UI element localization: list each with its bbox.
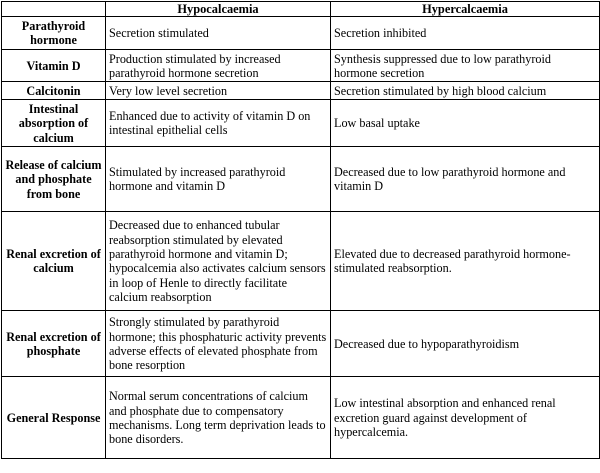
table-header-row <box>2 2 600 17</box>
hypo-cell: Strongly stimulated by parathyroid hormone; this phosphaturic activity prevents adverse effects of elevated phosphate from bone resorption <box>106 311 331 377</box>
row-label: Parathyroid hormone <box>2 17 106 50</box>
row-label: Renal excretion of calcium <box>2 212 106 311</box>
row-label: General Response <box>2 377 106 459</box>
hyper-cell: Elevated due to decreased parathyroid hormone-stimulated reabsorption. <box>331 212 600 311</box>
row-label: Intestinal absorption of calcium <box>2 100 106 147</box>
header-empty-cell <box>2 2 106 17</box>
table-row <box>2 311 600 377</box>
table-row <box>2 17 600 50</box>
hyper-cell: Synthesis suppressed due to low parathyroid hormone secretion <box>331 50 600 82</box>
hypo-cell: Normal serum concentrations of calcium and phosphate due to compensatory mechanisms. Long term deprivation leads to bone disorders. <box>106 377 331 459</box>
row-label: Calcitonin <box>2 82 106 100</box>
row-label: Release of calcium and phosphate from bone <box>2 147 106 212</box>
hypo-cell: Decreased due to enhanced tubular reabsorption stimulated by elevated parathyroid hormone and vitamin D; hypocalcemia also activates calcium sensors in loop of Henle to directly facilitate calcium reabsorption <box>106 212 331 311</box>
table-row <box>2 212 600 311</box>
hyper-cell: Low basal uptake <box>331 100 600 147</box>
hypo-cell: Stimulated by increased parathyroid hormone and vitamin D <box>106 147 331 212</box>
hypo-cell: Production stimulated by increased parathyroid hormone secretion <box>106 50 331 82</box>
hyper-cell: Secretion inhibited <box>331 17 600 50</box>
header-hypocalcaemia: Hypocalcaemia <box>106 2 331 17</box>
hypo-cell: Enhanced due to activity of vitamin D on intestinal epithelial cells <box>106 100 331 147</box>
hyper-cell: Secretion stimulated by high blood calcium <box>331 82 600 100</box>
table-row <box>2 100 600 147</box>
table-row <box>2 82 600 100</box>
row-label: Renal excretion of phosphate <box>2 311 106 377</box>
hyper-cell: Low intestinal absorption and enhanced renal excretion guard against development of hypercalcemia. <box>331 377 600 459</box>
hyper-cell: Decreased due to hypoparathyroidism <box>331 311 600 377</box>
table-row <box>2 50 600 82</box>
table-row <box>2 377 600 459</box>
table-row <box>2 147 600 212</box>
hypo-cell: Secretion stimulated <box>106 17 331 50</box>
hypo-cell: Very low level secretion <box>106 82 331 100</box>
calcium-comparison-table <box>1 1 600 459</box>
header-hypercalcaemia: Hypercalcaemia <box>331 2 600 17</box>
row-label: Vitamin D <box>2 50 106 82</box>
hyper-cell: Decreased due to low parathyroid hormone and vitamin D <box>331 147 600 212</box>
